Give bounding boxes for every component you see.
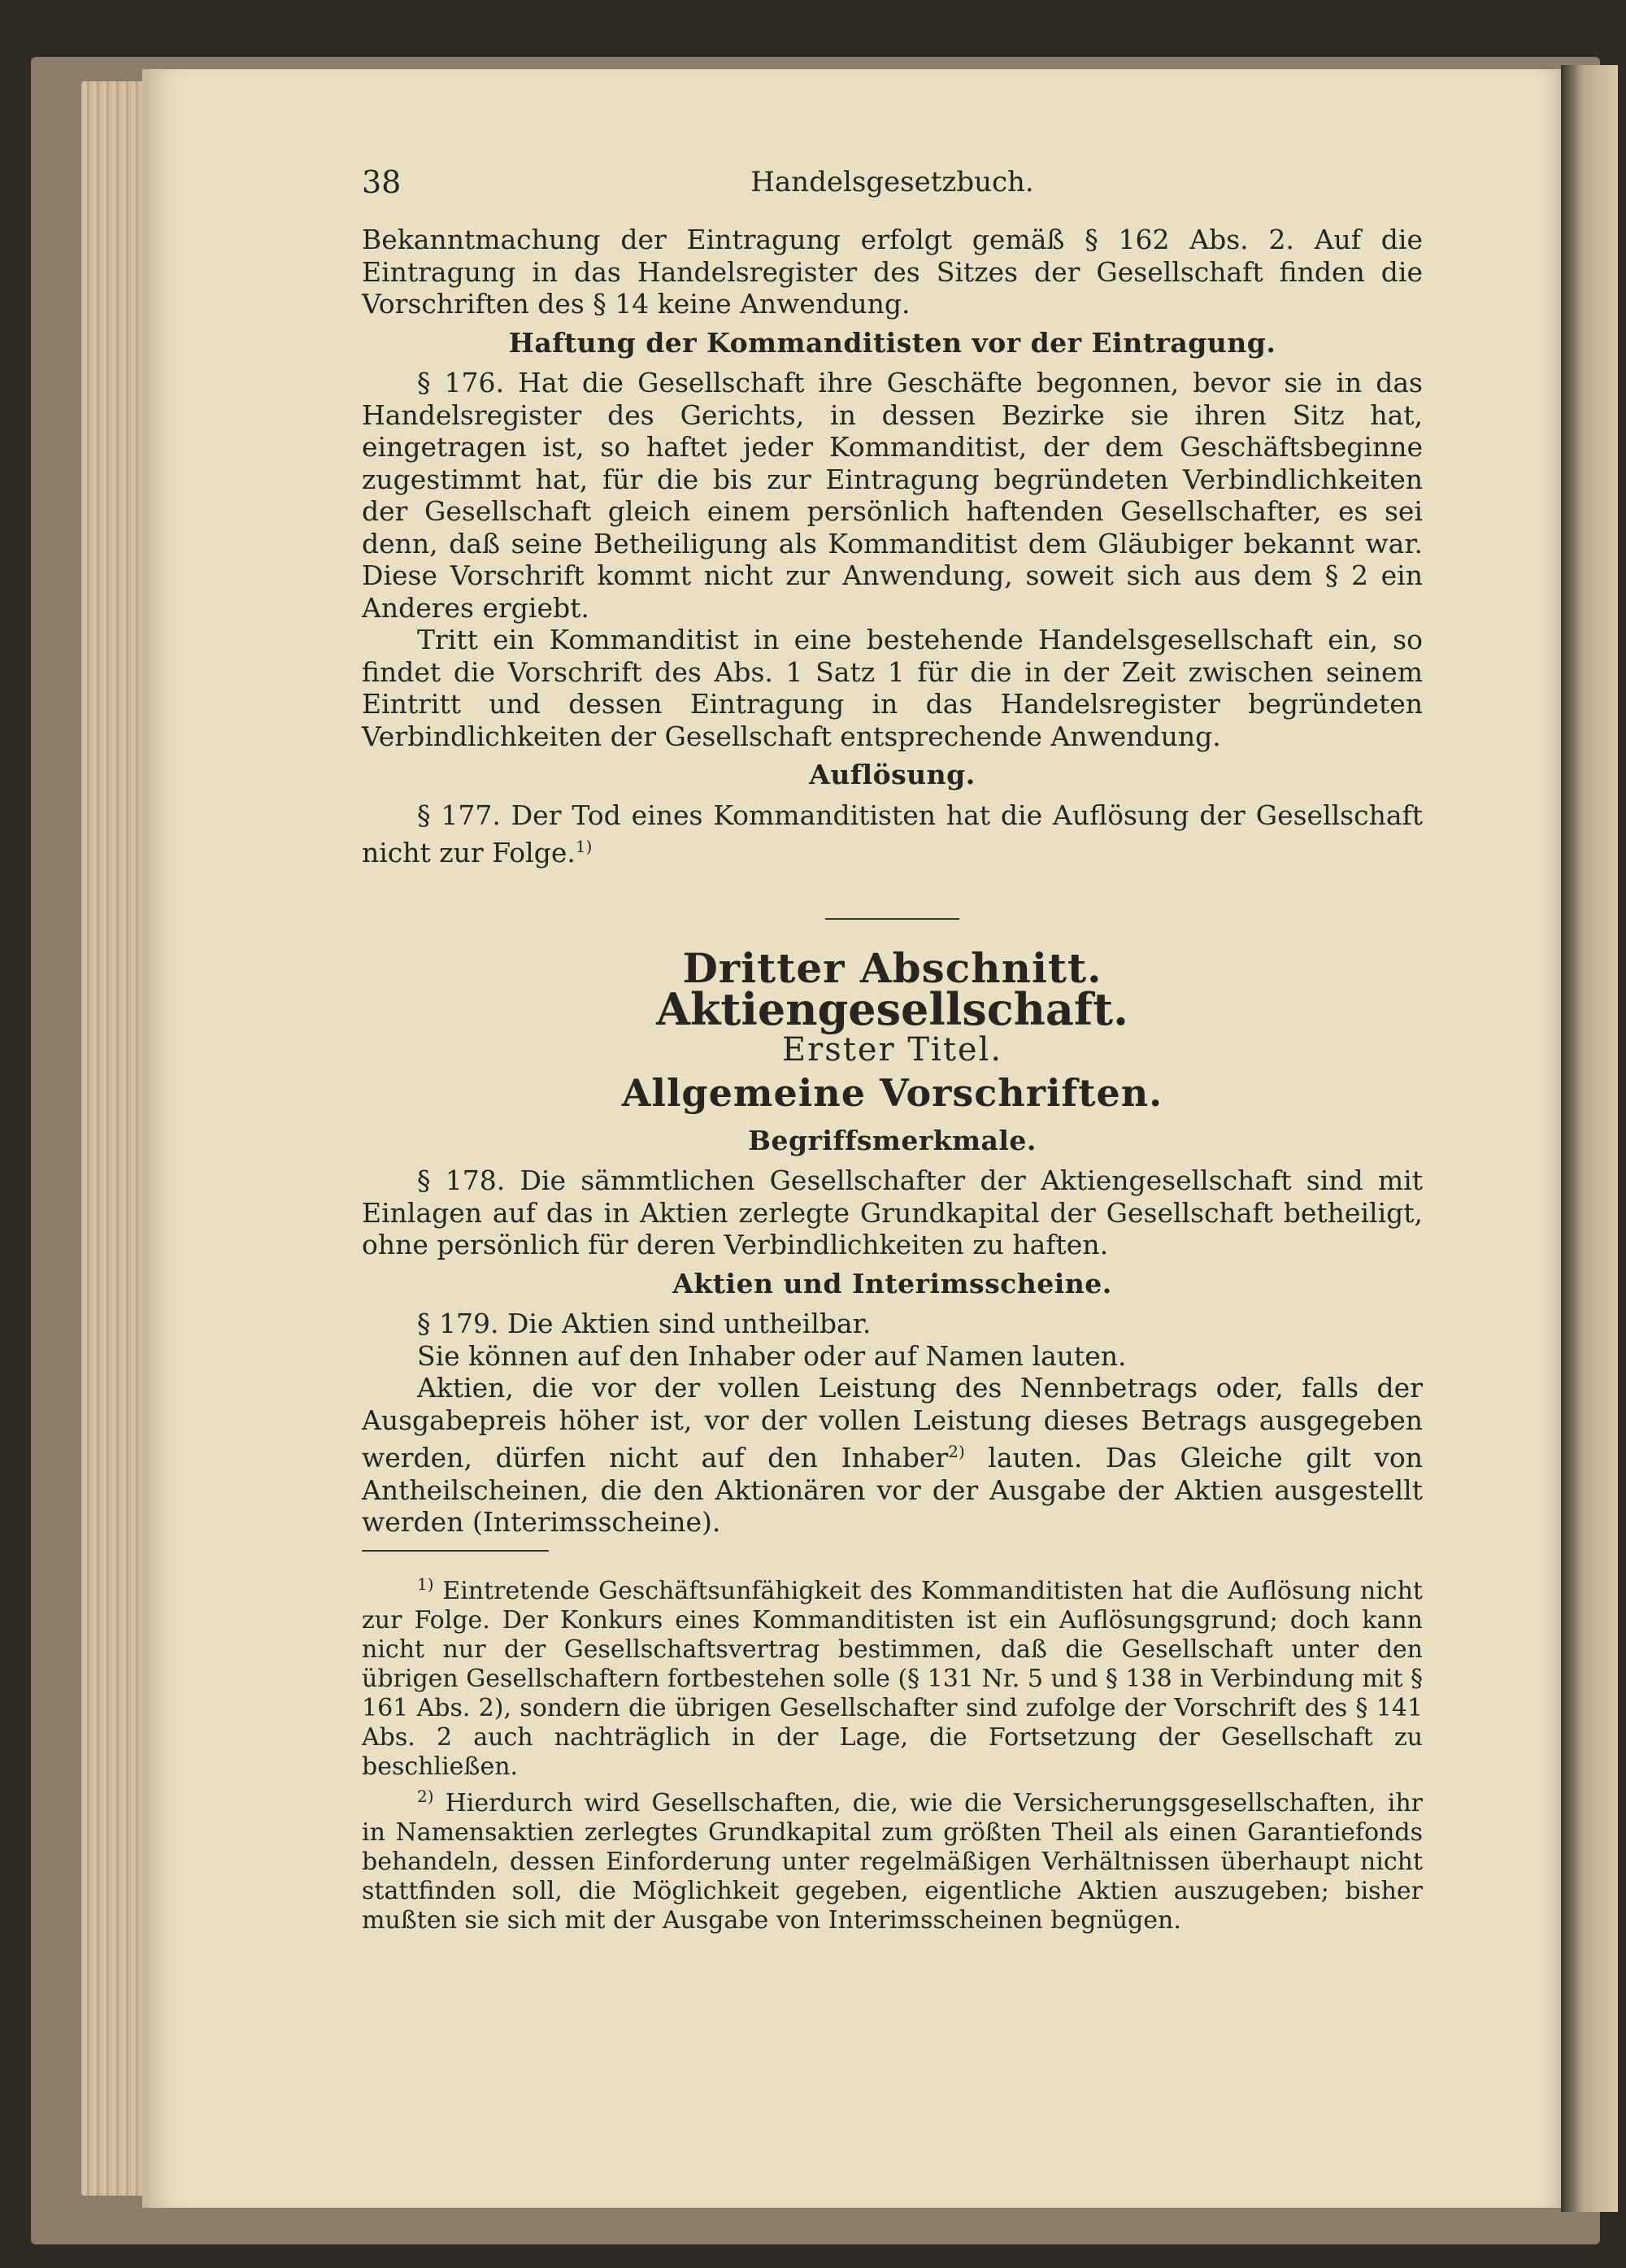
facing-page-edge bbox=[1561, 65, 1618, 2212]
paragraph-177 bbox=[362, 799, 1423, 869]
footnote-2-text: Hierdurch wird Gesellschaften, die, wie die Versicherungsgesellschaften, ihr in Namensaktien zerlegtes Grundkapital zum größten Theil als einen Garantiefonds behandeln, dessen Einforderung unter regelmäßigen Verhältnissen überhaupt nicht stattfinden soll, die Möglichkeit gegeben, eigentliche Aktien auszugeben; bisher mußten sie sich mit der Ausgabe von Interimsscheinen begnügen. bbox=[362, 1788, 1423, 1935]
page-number: 38 bbox=[362, 164, 402, 200]
paragraph-176-a: § 176. Hat die Gesellschaft ihre Geschäfte begonnen, bevor sie in das Handelsregister des Gerichts, in dessen Bezirke sie ihren Sitz hat, eingetragen ist, so haftet jeder Kommanditist, der dem Geschäftsbeginne zugestimmt hat, für die bis zur Eintragung begründeten Verbindlichkeiten der Gesellschaft gleich einem persönlich haftenden Gesellschafter, es sei denn, daß seine Betheiligung als Kommanditist dem Gläubiger bekannt war. Diese Vorschrift kommt nicht zur Anwendung, soweit sich aus dem § 2 ein Anderes ergiebt. bbox=[362, 367, 1423, 624]
paragraph-179-c bbox=[362, 1372, 1423, 1539]
paragraph-179-c-text-end: lauten. Das Gleiche gilt von Antheilscheinen, die den Aktionären vor der Ausgabe der Aktien ausgestellt werden (Interimsscheine). bbox=[362, 1442, 1423, 1538]
footnote-ref-2: 2) bbox=[948, 1442, 965, 1461]
paragraph-179-a: § 179. Die Aktien sind untheilbar. bbox=[417, 1308, 872, 1339]
subheading-aktien: Aktien und Interimsscheine. bbox=[672, 1267, 1112, 1299]
subheading-begriff: Begriffsmerkmale. bbox=[748, 1124, 1037, 1156]
footnote-2 bbox=[362, 1782, 1423, 1935]
paragraph-176-b: Tritt ein Kommanditist in eine bestehende Handelsgesellschaft ein, so findet die Vorschrift des Abs. 1 Satz 1 für die in der Zeit zwischen seinem Eintritt und dessen Eintragung in das Handelsregister begründeten Verbindlichkeiten der Gesellschaft entsprechende Anwendung. bbox=[362, 624, 1423, 752]
title-name: Allgemeine Vorschriften. bbox=[621, 1071, 1163, 1115]
footnote-2-mark: 2) bbox=[417, 1786, 434, 1806]
subheading-haftung: Haftung der Kommanditisten vor der Eintragung. bbox=[508, 326, 1276, 359]
paragraph-178: § 178. Die sämmtlichen Gesellschafter der Aktiengesellschaft sind mit Einlagen auf das in Aktien zerlegte Grundkapital der Gesellschaft betheiligt, ohne persönlich für deren Verbindlichkeiten zu haften. bbox=[362, 1164, 1423, 1260]
subheading-aufloesung: Auflösung. bbox=[809, 759, 976, 790]
footnote-rule bbox=[362, 1550, 549, 1552]
page-text bbox=[362, 164, 1423, 1935]
page-header bbox=[362, 164, 1423, 200]
running-head: Handelsgesetzbuch. bbox=[750, 166, 1034, 198]
paragraph-179-c-text: Aktien, die vor der vollen Leistung des Nennbetrags oder, falls der Ausgabepreis höher ist, vor der vollen Leistung dieses Betrags ausgegeben werden, dürfen nicht auf den Inhaber bbox=[362, 1372, 1423, 1474]
footnote-ref-1: 1) bbox=[575, 837, 593, 856]
footnote-1 bbox=[362, 1569, 1423, 1782]
chapter-title: Aktiengesellschaft. bbox=[656, 983, 1128, 1035]
section-divider bbox=[825, 918, 959, 920]
paragraph-continuation: Bekanntmachung der Eintragung erfolgt gemäß § 162 Abs. 2. Auf die Eintragung in das Handelsregister des Sitzes der Gesellschaft finden die Vorschriften des § 14 keine Anwendung. bbox=[362, 224, 1423, 320]
paragraph-179-b: Sie können auf den Inhaber oder auf Namen lauten. bbox=[417, 1339, 1127, 1372]
footnote-1-text: Eintretende Geschäftsunfähigkeit des Kommanditisten hat die Auflösung nicht zur Folge. Der Konkurs eines Kommanditisten ist ein Auflösungsgrund; doch kann nicht nur der Gesellschaftsvertrag bestimmen, daß die Gesellschaft unter den übrigen Gesellschaftern fortbestehen solle (§ 131 Nr. 5 und § 138 in Verbindung mit § 161 Abs. 2), sondern die übrigen Gesellschafter sind zufolge der Vorschrift des § 141 Abs. 2 auch nachträglich in der Lage, die Fortsetzung der Gesellschaft zu beschließen. bbox=[362, 1576, 1423, 1781]
section-title: Dritter Abschnitt. bbox=[682, 943, 1102, 992]
paragraph-177-text: § 177. Der Tod eines Kommanditisten hat die Auflösung der Gesellschaft nicht zur Folge. bbox=[362, 799, 1423, 868]
title-number: Erster Titel. bbox=[781, 1030, 1003, 1069]
footnote-1-mark: 1) bbox=[417, 1574, 434, 1594]
